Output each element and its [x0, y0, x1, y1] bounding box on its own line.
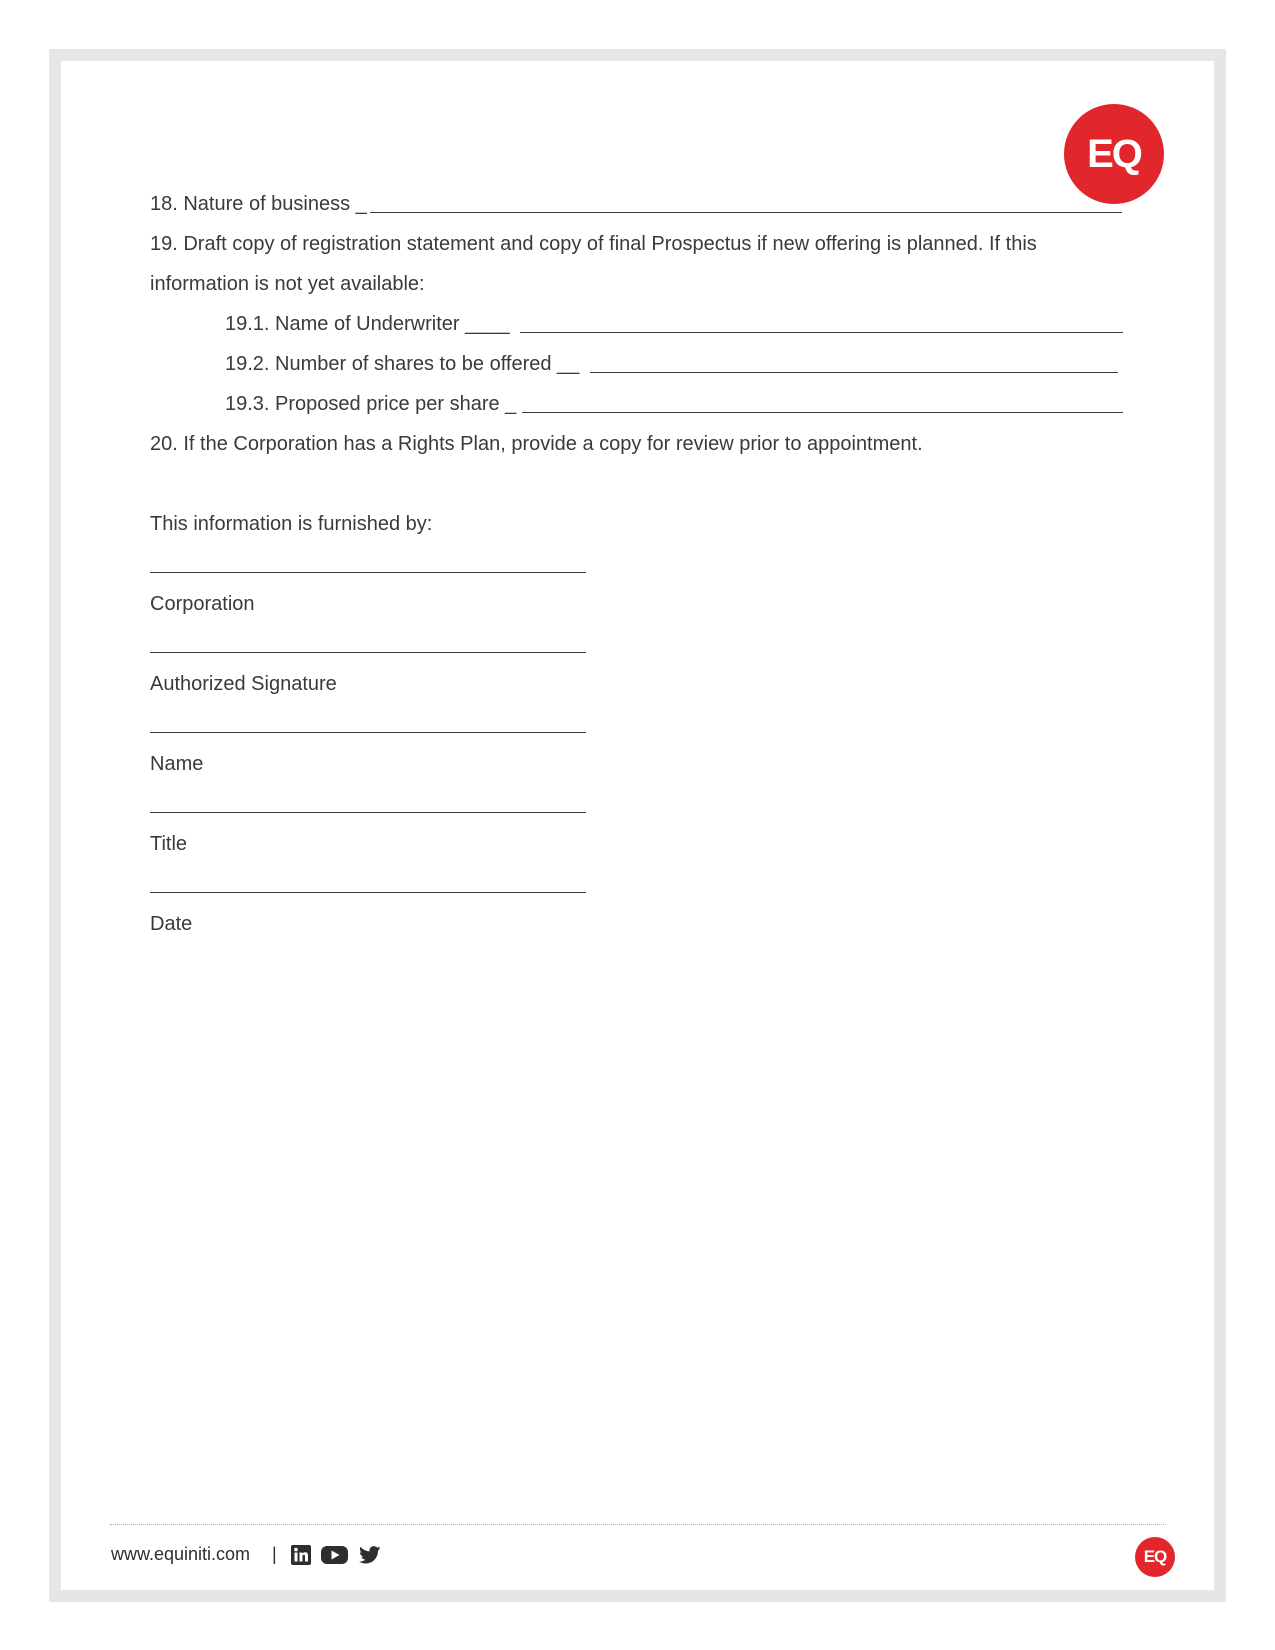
- title-label: Title: [150, 833, 188, 855]
- eq-logo: EQ: [1064, 104, 1164, 204]
- corporation-label: Corporation: [150, 593, 255, 615]
- youtube-icon[interactable]: [321, 1544, 348, 1566]
- proposed-price-field[interactable]: [522, 412, 1123, 413]
- footer-divider: [110, 1524, 1166, 1525]
- date-signature-line[interactable]: [150, 892, 586, 893]
- linkedin-icon[interactable]: [291, 1544, 311, 1566]
- underwriter-name-field[interactable]: [520, 332, 1123, 333]
- item-18-label: 18. Nature of business _: [150, 193, 367, 215]
- website-link[interactable]: www.equiniti.com: [111, 1544, 251, 1564]
- item-20-text: 20. If the Corporation has a Rights Plan, provide a copy for review prior to appointment.: [150, 433, 923, 455]
- item-19-text-line2: information is not yet available:: [150, 273, 425, 295]
- nature-of-business-field[interactable]: [370, 212, 1122, 213]
- item-19-1-label: 19.1. Name of Underwriter ____: [225, 313, 510, 335]
- shares-offered-field[interactable]: [590, 372, 1118, 373]
- authorized-signature-label: Authorized Signature: [150, 673, 337, 695]
- item-19-text-line1: 19. Draft copy of registration statement and copy of final Prospectus if new offering is planned. If this: [150, 233, 1037, 255]
- name-label: Name: [150, 753, 204, 775]
- footer-separator: |: [272, 1544, 277, 1564]
- furnished-by-label: This information is furnished by:: [150, 513, 433, 535]
- twitter-icon[interactable]: [359, 1544, 381, 1566]
- item-19-3-label: 19.3. Proposed price per share _: [225, 393, 517, 415]
- eq-footer-logo: EQ: [1135, 1537, 1175, 1577]
- authorized-signature-line[interactable]: [150, 652, 586, 653]
- corporation-signature-line[interactable]: [150, 572, 586, 573]
- name-signature-line[interactable]: [150, 732, 586, 733]
- date-label: Date: [150, 913, 193, 935]
- title-signature-line[interactable]: [150, 812, 586, 813]
- item-19-2-label: 19.2. Number of shares to be offered __: [225, 353, 580, 375]
